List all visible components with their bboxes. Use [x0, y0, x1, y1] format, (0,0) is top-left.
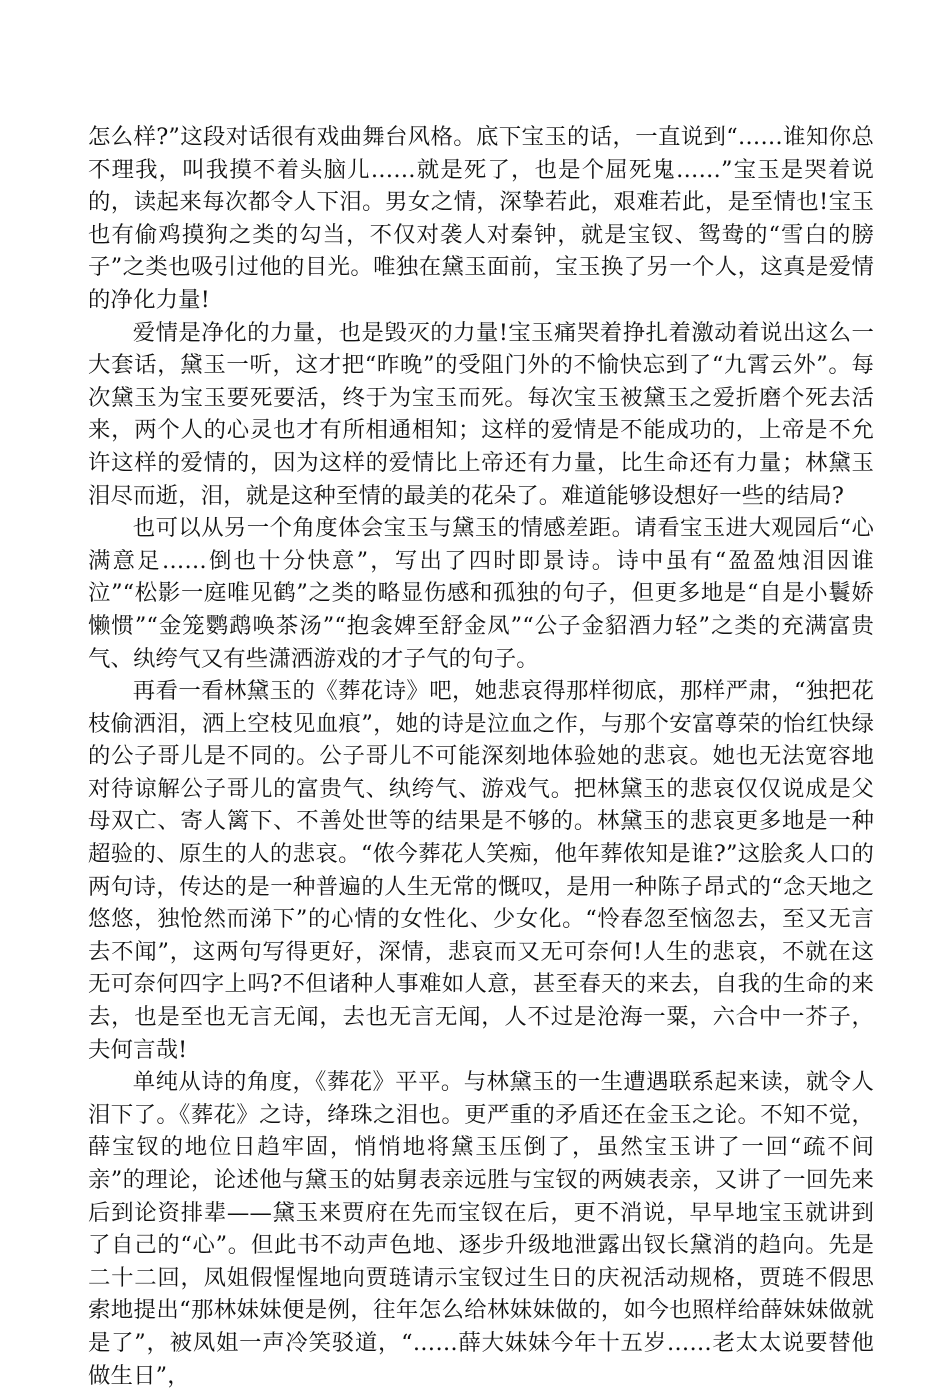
paragraph-1: 怎么样?”这段对话很有戏曲舞台风格。底下宝玉的话，一直说到“……谁知你总不理我，叫我摸不着头脑儿……就是死了，也是个屈死鬼……”宝玉是哭着说的，读起来每次都令人下泪。男女之情，深挚若此，艰难若此，是至情也!宝玉也有偷鸡摸狗之类的勾当，不仅对袭人对秦钟，就是宝钗、鸳鸯的“雪白的膀子”之类也吸引过他的目光。唯独在黛玉面前，宝玉换了另一个人，这真是爱情的净化力量!	[88, 124, 874, 313]
document-body	[88, 121, 874, 1392]
paragraph-5: 单纯从诗的角度，《葬花》平平。与林黛玉的一生遭遇联系起来读，就令人泪下了。《葬花》之诗，绛珠之泪也。更严重的矛盾还在金玉之论。不知不觉，薛宝钗的地位日趋牢固，悄悄地将黛玉压倒了，虽然宝玉讲了一回“疏不间亲”的理论，论述他与黛玉的姑舅表亲远胜与宝钗的两姨表亲，又讲了一回先来后到论资排辈——黛玉来贾府在先而宝钗在后，更不消说，早早地宝玉就讲到了自己的“心”。但此书不动声色地、逐步升级地泄露出钗长黛消的趋向。先是二十二回，凤姐假惺惺地向贾琏请示宝钗过生日的庆祝活动规格，贾琏不假思索地提出“那林妹妹便是例，往年怎么给林妹妹做的，如今也照样给薛妹妹做就是了”，被凤姐一声冷笑驳道，“……薛大妹妹今年十五岁……老太太说要替他做生日”，	[88, 1069, 874, 1389]
paragraph-3: 也可以从另一个角度体会宝玉与黛玉的情感差距。请看宝玉进大观园后“心满意足……倒也十分快意”，写出了四时即景诗。诗中虽有“盈盈烛泪因谁泣”“松影一庭唯见鹤”之类的略显伤感和孤独的句子，但更多地是“自是小鬟娇懒惯”“金笼鹦鹉唤茶汤”“抱衾婢至舒金凤”“公子金貂酒力轻”之类的充满富贵气、纨绔气又有些潇洒游戏的才子气的句子。	[88, 515, 874, 672]
paragraph-2: 爱情是净化的力量，也是毁灭的力量!宝玉痛哭着挣扎着激动着说出这么一大套话，黛玉一听，这才把“昨晚”的受阻门外的不愉快忘到了“九霄云外”。每次黛玉为宝玉要死要活，终于为宝玉而死。每次宝玉被黛玉之爱折磨个死去活来，两个人的心灵也才有所相通相知；这样的爱情是不能成功的，上帝是不允许这样的爱情的，因为这样的爱情比上帝还有力量，比生命还有力量；林黛玉泪尽而逝，泪，就是这种至情的最美的花朵了。难道能够设想好一些的结局?	[88, 319, 874, 509]
paragraph-4: 再看一看林黛玉的《葬花诗》吧，她悲哀得那样彻底，那样严肃，“独把花枝偷洒泪，洒上空枝见血痕”，她的诗是泣血之作，与那个安富尊荣的怡红快绿的公子哥儿是不同的。公子哥儿不可能深刻地体验她的悲哀。她也无法宽容地对待谅解公子哥儿的富贵气、纨绔气、游戏气。把林黛玉的悲哀仅仅说成是父母双亡、寄人篱下、不善处世等的结果是不够的。林黛玉的悲哀更多地是一种超验的、原生的人的悲哀。“侬今葬花人笑痴，他年葬侬知是谁?”这脍炙人口的两句诗，传达的是一种普遍的人生无常的慨叹，是用一种陈子昂式的“念天地之悠悠，独怆然而涕下”的心情的女性化、少女化。“怜春忽至恼忽去，至又无言去不闻”，这两句写得更好，深情，悲哀而又无可奈何!人生的悲哀，不就在这无可奈何四字上吗?不但诸种人事难如人意，甚至春天的来去，自我的生命的来去，也是至也无言无闻，去也无言无闻，人不过是沧海一粟，六合中一芥子，夫何言哉!	[88, 678, 874, 1063]
